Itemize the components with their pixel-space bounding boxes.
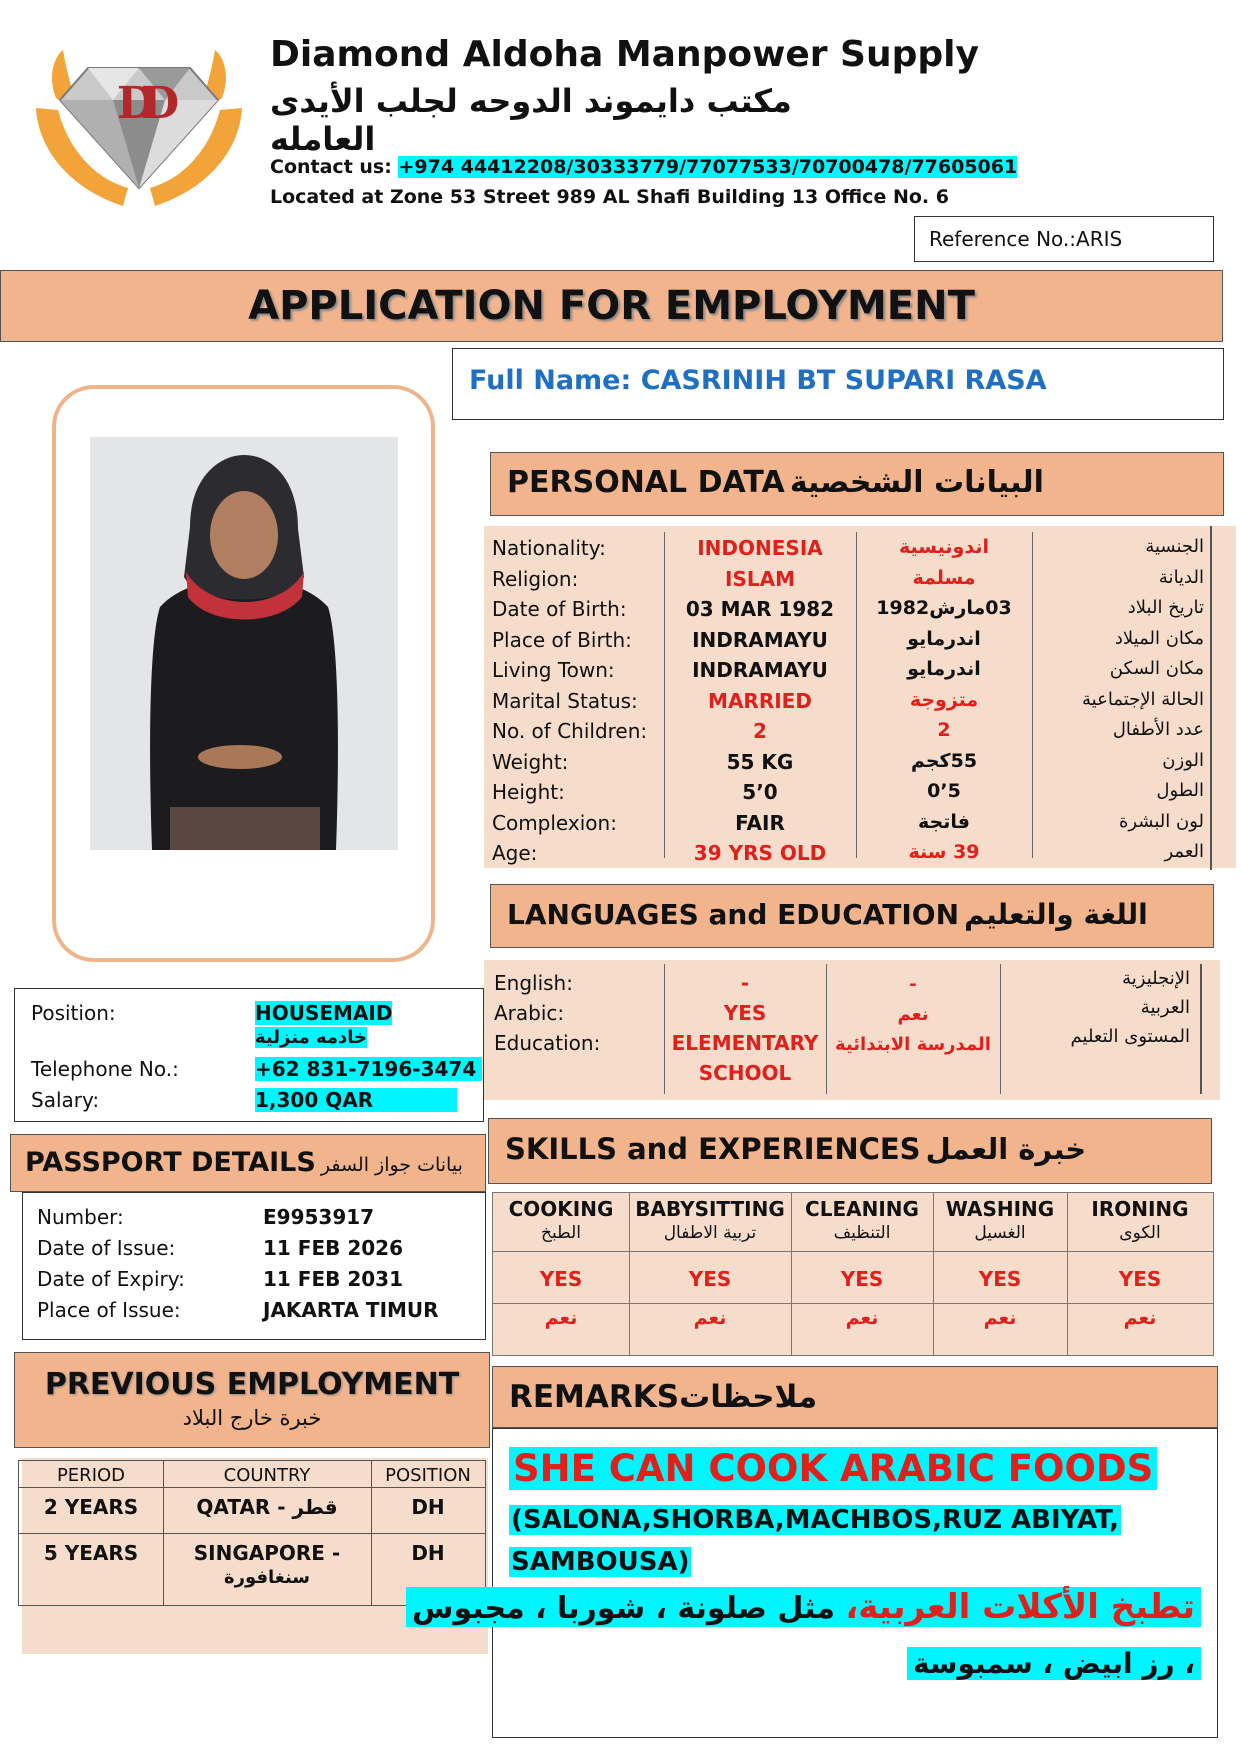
passport-label: Date of Issue: [37, 1236, 176, 1260]
passport-value: 11 FEB 2031 [263, 1267, 403, 1291]
passport-value: JAKARTA TIMUR [263, 1298, 439, 1322]
passport-value: E9953917 [263, 1205, 375, 1229]
previous-heading-band [14, 1352, 490, 1448]
personal-ar-value: 5’0 [927, 780, 961, 802]
prev-row1-country: QATAR - قطر [196, 1495, 338, 1519]
personal-label: Marital Status: [492, 688, 638, 713]
lang-ar-label-english: الإنجليزية [1122, 968, 1190, 989]
page-title: APPLICATION FOR EMPLOYMENT [248, 283, 975, 329]
remarks-heading-band [492, 1366, 1218, 1428]
passport-label: Date of Expiry: [37, 1267, 185, 1291]
lang-ar-value-english: - [909, 974, 917, 995]
personal-ar-value: اندرمايو [907, 627, 981, 650]
lang-ar-label-education: المستوى التعليم [1070, 1026, 1190, 1047]
lang-label-arabic: Arabic: [494, 1001, 565, 1025]
personal-ar-value: فاتجة [918, 810, 970, 833]
personal-value: MARRIED [708, 688, 812, 713]
previous-table [18, 1460, 486, 1606]
prev-header-country: COUNTRY [223, 1465, 311, 1486]
passport-heading-band [10, 1134, 486, 1192]
lang-ar-label-arabic: العربية [1140, 997, 1190, 1018]
reference-number: Reference No.:ARIS [929, 227, 1123, 251]
personal-heading-band [490, 452, 1224, 516]
skill-name-ar: تربية الاطفال [663, 1223, 757, 1243]
passport-label: Number: [37, 1205, 124, 1229]
skill-name: IRONING [1091, 1197, 1189, 1221]
languages-table [484, 960, 1220, 1100]
personal-ar-label: مكان السكن [1109, 658, 1204, 679]
skill-name: CLEANING [805, 1197, 919, 1221]
position-value-ar: خادمه منزلية [255, 1027, 368, 1048]
personal-ar-label: لون البشرة [1118, 810, 1204, 832]
company-logo [28, 38, 250, 216]
skill-yes-ar: نعم [544, 1307, 578, 1329]
personal-value: 55 KG [726, 749, 794, 774]
contact-line [270, 156, 1017, 178]
skill-yes: YES [539, 1267, 583, 1291]
remarks-heading-en: REMARKS [509, 1379, 680, 1415]
phone-value: +62 831-7196-3474 [255, 1057, 482, 1081]
personal-value: 03 MAR 1982 [685, 597, 835, 621]
skill-yes: YES [1118, 1267, 1162, 1291]
personal-ar-label: تاريخ البلاد [1127, 597, 1204, 618]
contact-numbers: +974 44412208/30333779/77077533/70700478/77605061 [398, 156, 1018, 178]
personal-ar-label: الطول [1156, 780, 1204, 801]
salary-label: Salary: [31, 1088, 100, 1112]
contact-label: Contact us: [270, 156, 392, 178]
skill-yes: YES [978, 1267, 1022, 1291]
skill-name-ar: الكوى [1119, 1223, 1161, 1243]
skill-yes: YES [688, 1267, 732, 1291]
personal-ar-label: الحالة الإجتماعية [1082, 688, 1204, 710]
lang-ar-value-arabic: نعم [897, 1004, 929, 1025]
prev-row1-position: DH [411, 1495, 445, 1519]
personal-value: INDONESIA [697, 536, 823, 560]
personal-table [484, 526, 1212, 870]
passport-heading-en: PASSPORT DETAILS [25, 1147, 316, 1178]
position-value: HOUSEMAID [255, 1001, 393, 1025]
skill-yes: YES [840, 1267, 884, 1291]
lang-label-english: English: [494, 971, 573, 995]
skill-name-ar: الطبخ [541, 1223, 581, 1243]
full-name-box [452, 348, 1224, 420]
personal-value: 39 YRS OLD [693, 841, 827, 865]
passport-heading-ar: بيانات جواز السفر [320, 1154, 463, 1176]
personal-ar-value: متزوجة [909, 688, 979, 711]
reference-box [914, 216, 1214, 262]
personal-heading-ar: البيانات الشخصية [789, 465, 1044, 500]
phone-label: Telephone No.: [31, 1057, 179, 1081]
company-name-en: Diamond Aldoha Manpower Supply [270, 34, 979, 75]
personal-label: Nationality: [492, 536, 606, 560]
personal-ar-label: الوزن [1162, 749, 1204, 771]
personal-ar-value: 03مارش1982 [876, 597, 1012, 619]
skill-name: COOKING [508, 1197, 614, 1221]
prev-row2-country: SINGAPORE - [193, 1541, 341, 1565]
skill-name: WASHING [945, 1197, 1055, 1221]
remarks-line-3: SAMBOUSA) [511, 1547, 690, 1577]
languages-heading-band [490, 884, 1214, 948]
personal-ar-value: مسلمة [912, 566, 976, 589]
lang-value-arabic: YES [723, 1001, 767, 1025]
personal-label: Age: [492, 841, 538, 865]
prev-row2-period: 5 YEARS [43, 1541, 139, 1565]
personal-ar-label: الجنسية [1145, 536, 1204, 557]
personal-ar-value: 2 [937, 719, 951, 741]
skills-heading-ar: خبرة العمل [925, 1132, 1087, 1166]
personal-ar-label: الديانة [1158, 566, 1204, 588]
skill-yes-ar: نعم [845, 1307, 879, 1329]
passport-table [22, 1192, 486, 1340]
personal-ar-value: اندرمايو [907, 658, 981, 680]
personal-value: FAIR [735, 810, 785, 835]
personal-label: Religion: [492, 566, 579, 591]
remarks-line-1: SHE CAN COOK ARABIC FOODS [509, 1447, 1157, 1490]
languages-heading-en: LANGUAGES and EDUCATION [507, 898, 960, 931]
personal-label: Complexion: [492, 810, 617, 835]
skill-yes-ar: نعم [693, 1307, 727, 1329]
remarks-heading-ar: ملاحظات [679, 1379, 818, 1415]
skill-name-ar: الغسيل [974, 1223, 1026, 1243]
lang-label-education: Education: [494, 1031, 601, 1055]
personal-heading-en: PERSONAL DATA [507, 465, 785, 500]
skill-yes-ar: نعم [983, 1307, 1017, 1329]
skills-heading-band [488, 1118, 1212, 1184]
personal-label: Living Town: [492, 658, 615, 682]
personal-value: 2 [753, 719, 767, 743]
skill-name: BABYSITTING [635, 1197, 785, 1221]
salary-value: 1,300 QAR [255, 1088, 457, 1112]
position-box [14, 988, 484, 1122]
position-label: Position: [31, 1001, 116, 1025]
full-name: Full Name: CASRINIH BT SUPARI RASA [469, 365, 1047, 396]
passport-label: Place of Issue: [37, 1298, 181, 1322]
personal-ar-label: مكان الميلاد [1114, 627, 1204, 649]
personal-value: 5’0 [742, 780, 778, 804]
personal-ar-value: 55كجم [910, 749, 978, 772]
prev-header-period: PERIOD [56, 1465, 126, 1486]
personal-label: Weight: [492, 749, 569, 774]
remarks-ar-black: مثل صلونة ، شوربا ، مجبوس [412, 1591, 846, 1626]
personal-label: Place of Birth: [492, 627, 632, 652]
office-address: Located at Zone 53 Street 989 AL Shafi Building 13 Office No. 6 [270, 186, 949, 208]
personal-value: INDRAMAYU [692, 627, 828, 652]
passport-value: 11 FEB 2026 [263, 1236, 403, 1260]
remarks-line-2: (SALONA,SHORBA,MACHBOS,RUZ ABIYAT, [511, 1505, 1119, 1535]
title-band [0, 270, 1223, 342]
personal-value: INDRAMAYU [692, 658, 828, 682]
skill-yes-ar: نعم [1123, 1307, 1157, 1329]
previous-heading-en: PREVIOUS EMPLOYMENT [44, 1367, 460, 1402]
skill-name-ar: التنظيف [833, 1223, 891, 1243]
prev-row1-period: 2 YEARS [43, 1495, 139, 1519]
logo-letters: DD [116, 78, 166, 129]
personal-ar-label: عدد الأطفال [1112, 719, 1204, 740]
previous-heading-ar: خبرة خارج البلاد [182, 1406, 322, 1430]
remarks-ar-line-2: ، رز ابيض ، سمبوسة [907, 1647, 1201, 1680]
remarks-ar-line-1 [406, 1587, 1201, 1627]
personal-label: No. of Children: [492, 719, 648, 743]
personal-value: ISLAM [725, 566, 795, 591]
lang-value-education-2: SCHOOL [698, 1061, 792, 1085]
languages-heading-ar: اللغة والتعليم [964, 898, 1148, 931]
company-name-ar: مكتب دايموند الدوحه لجلب الأيدى العامله [270, 82, 792, 158]
prev-row2-position: DH [411, 1541, 445, 1565]
personal-label: Height: [492, 780, 565, 804]
applicant-photo [90, 437, 398, 850]
prev-row2-country-ar: سنغافورة [223, 1567, 311, 1588]
lang-ar-value-education: المدرسة الابتدائية [835, 1034, 991, 1055]
personal-ar-value: 39 سنة [908, 841, 980, 863]
lang-value-education: ELEMENTARY [671, 1031, 819, 1055]
personal-ar-value: اندونيسية [899, 536, 989, 558]
personal-ar-label: العمر [1164, 841, 1204, 862]
prev-header-position: POSITION [385, 1465, 471, 1486]
skills-heading-en: SKILLS and EXPERIENCES [505, 1132, 921, 1166]
remarks-ar-red: تطبخ الأكلات العربية، [845, 1587, 1195, 1627]
lang-value-english: - [740, 971, 750, 995]
skills-table [492, 1192, 1214, 1356]
personal-label: Date of Birth: [492, 597, 627, 621]
